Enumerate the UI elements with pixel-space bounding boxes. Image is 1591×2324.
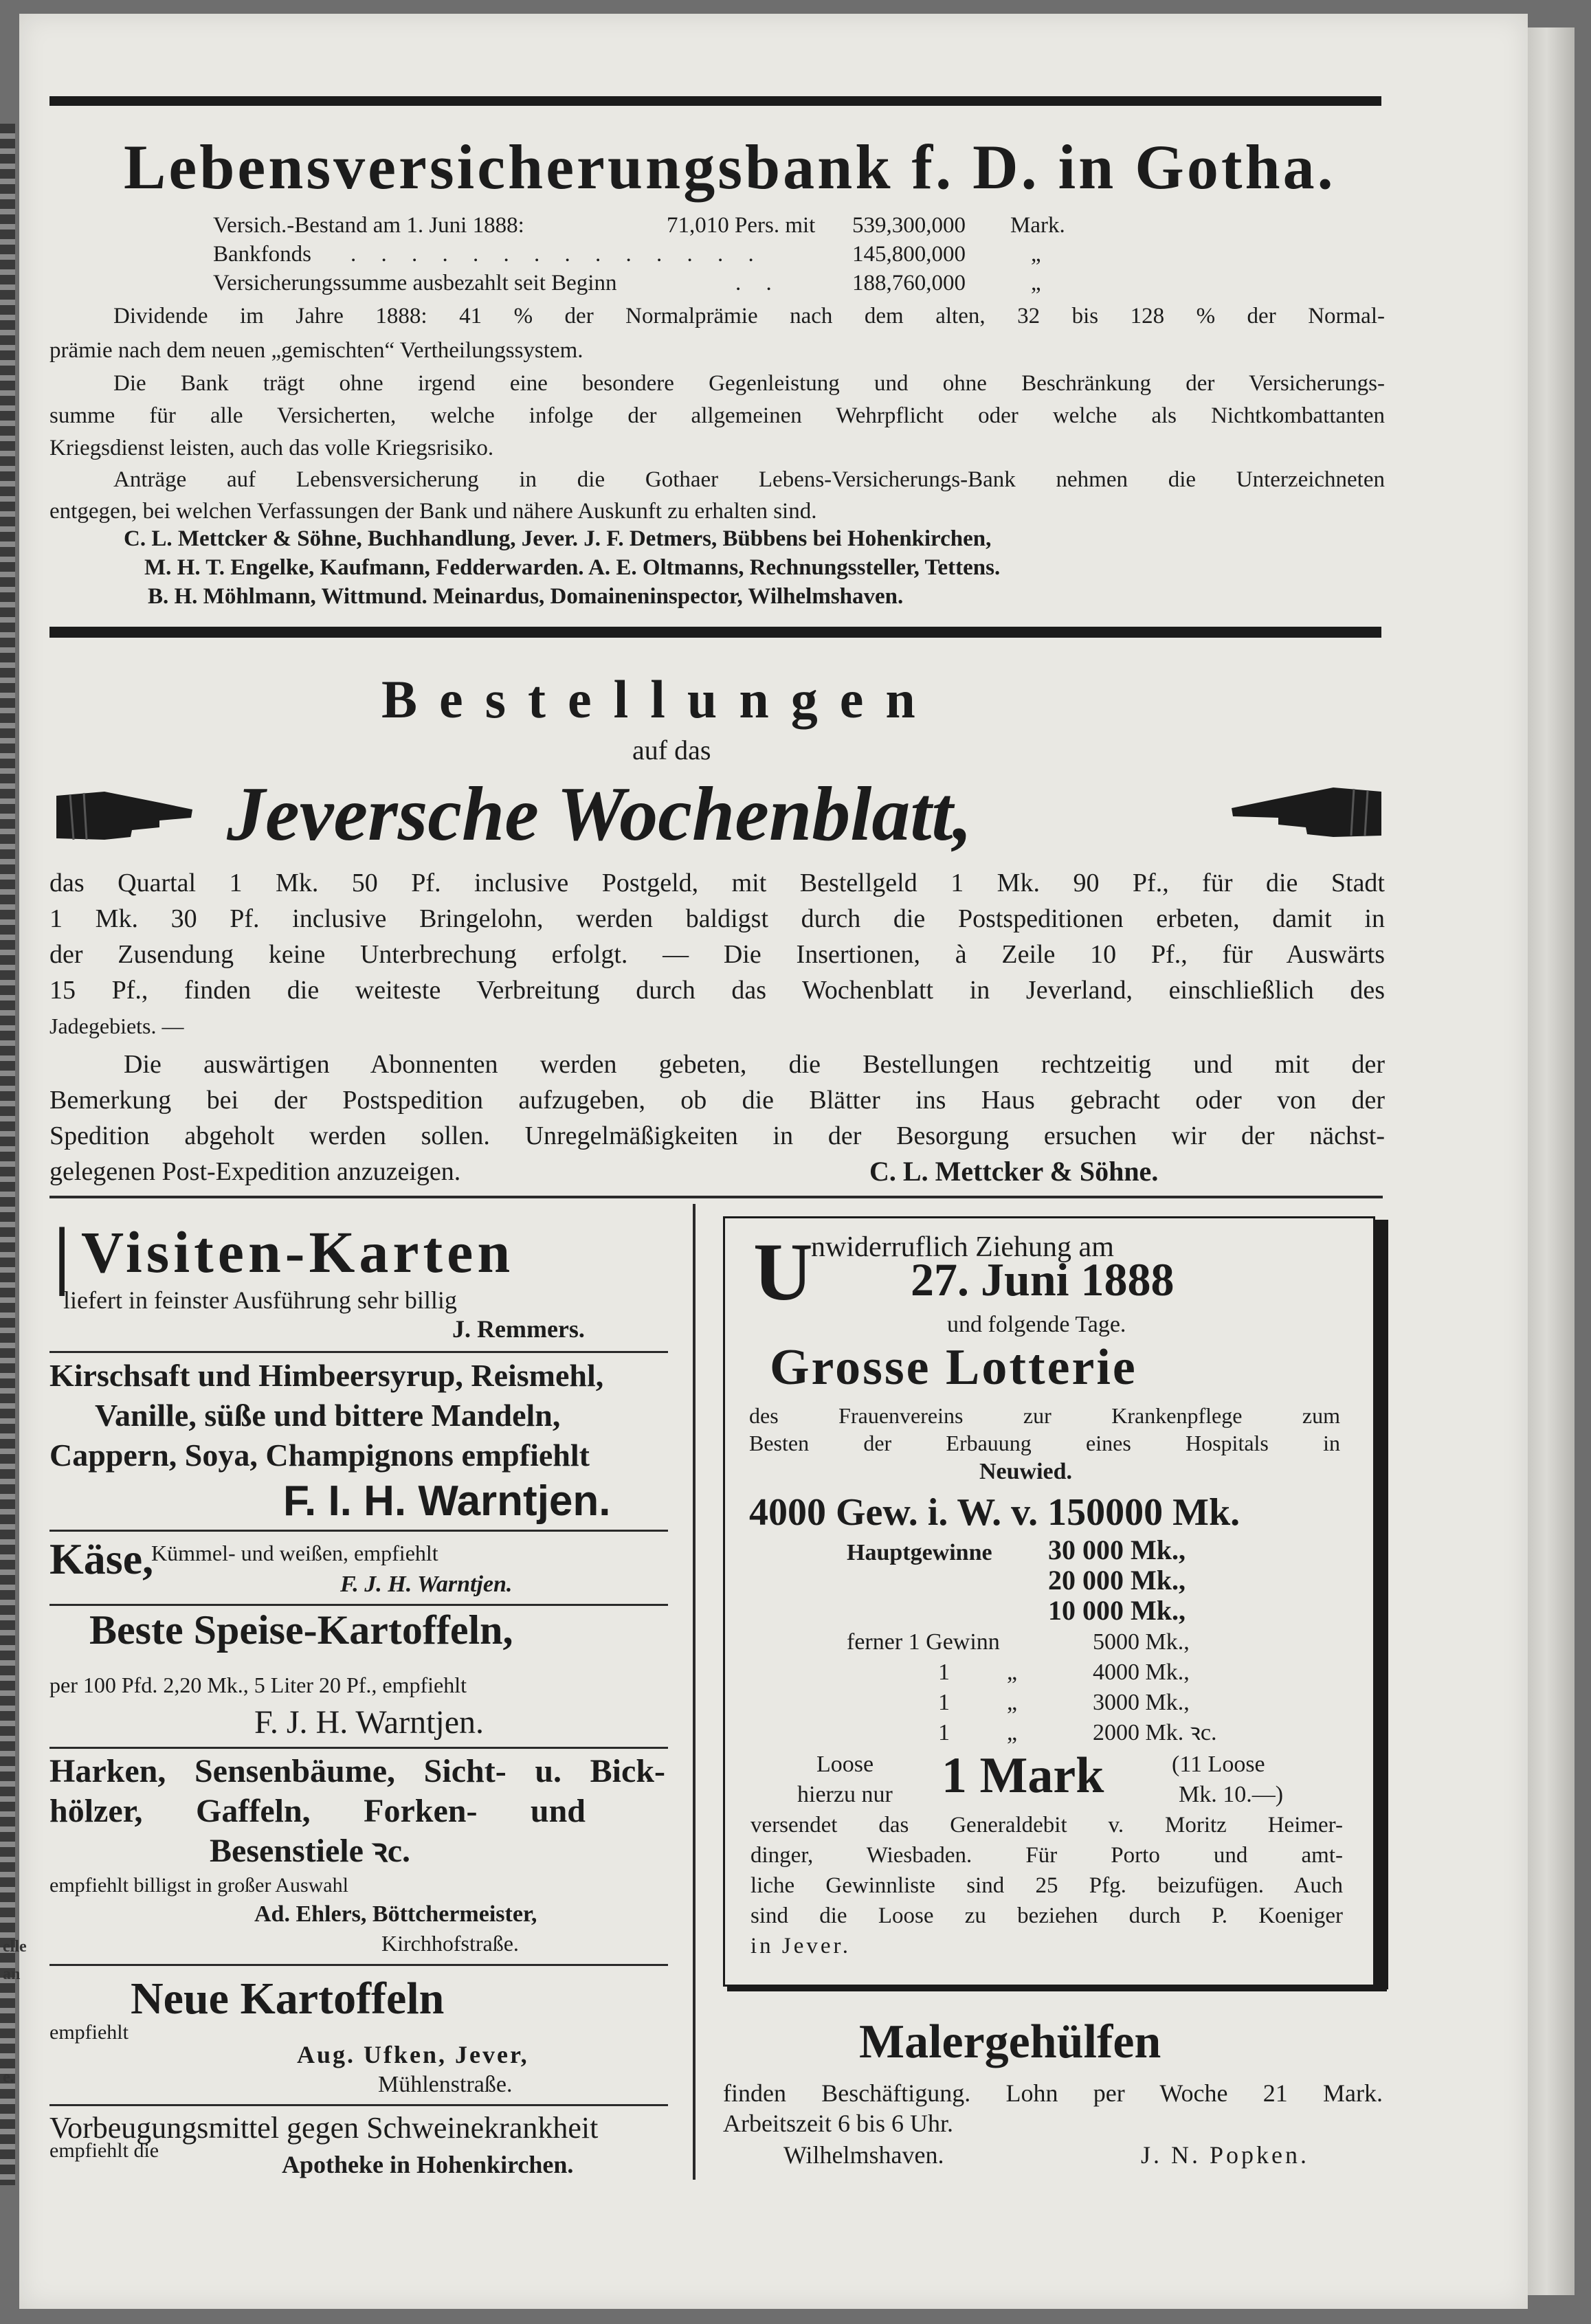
lotterie-sub: des Frauenvereins zur Krankenpflege zum [749, 1403, 1340, 1428]
lotterie-loose-price: 1 Mark [942, 1747, 1104, 1804]
lotterie-text: versendet das Generaldebit v. Moritz Heimer- [750, 1813, 1343, 1837]
kaese-line: Kümmel- und weißen, empfiehlt [151, 1541, 438, 1565]
lotterie-loose-right: (11 Loose [1172, 1752, 1265, 1777]
neue-kartoffeln-address: Mühlenstraße. [378, 2072, 513, 2097]
visiten-dropcap: | [54, 1212, 71, 1296]
kaese-heading: Käse, [49, 1534, 154, 1583]
wochenblatt-notice: Die auswärtigen Abonnenten werden gebeten, die Bestellungen rechtzeitig und mit der [124, 1050, 1385, 1079]
neue-kartoffeln-signature: Aug. Ufken, Jever, [297, 2041, 529, 2068]
kartoffeln-heading: Beste Speise-Kartoffeln, [89, 1607, 513, 1653]
lotterie-other-mark: „ [1007, 1720, 1018, 1745]
lotterie-main-prize: 30 000 Mk., [1048, 1534, 1186, 1565]
neue-kartoffeln-left: empfiehlt [49, 2021, 129, 2044]
kartoffeln-signature: F. J. H. Warntjen. [254, 1704, 485, 1741]
kirschsaft-line: Cappern, Soya, Champignons empfiehlt [49, 1438, 590, 1473]
kirschsaft-line: Kirschsaft und Himbeersyrup, Reismehl, [49, 1358, 604, 1393]
stat-dots: . . [735, 271, 781, 295]
harken-line: Harken, Sensenbäume, Sicht- u. Bick- [49, 1753, 665, 1789]
lotterie-text: liche Gewinnliste sind 25 Pfg. beizufügen. Auch [750, 1873, 1343, 1898]
section-rule [49, 627, 1381, 638]
stat-persons: 71,010 Pers. mit [667, 213, 816, 238]
page-edge [1528, 27, 1575, 2295]
lotterie-other-count: 1 [938, 1660, 950, 1685]
bestellungen-heading: Bestellungen [381, 669, 937, 729]
lotterie-text: sind die Loose zu beziehen durch P. Koeniger [750, 1903, 1343, 1928]
visiten-line: liefert in feinster Ausführung sehr billig [63, 1286, 457, 1314]
ad-rule [49, 1747, 668, 1749]
lotterie-other-amount: 5000 Mk., [1093, 1629, 1190, 1655]
lotterie-loose-left: Loose [816, 1752, 874, 1777]
gotha-dividend-cont: prämie nach dem neuen „gemischten“ Vertheilungssystem. [49, 338, 583, 363]
stat-amount: 145,800,000 [852, 242, 966, 267]
gotha-agent: C. L. Mettcker & Söhne, Buchhandlung, Jever. J. F. Detmers, Bübbens bei Hohenkirchen, [124, 526, 992, 551]
lotterie-other-mark: „ [1007, 1660, 1018, 1685]
maler-place: Wilhelmshaven. [783, 2141, 944, 2169]
gotha-applications: Anträge auf Lebensversicherung in die Gothaer Lebens-Versicherungs-Bank nehmen die Unterzeichneten [113, 467, 1385, 492]
wochenblatt-body: der Zusendung keine Unterbrechung erfolgt. — Die Insertionen, à Zeile 10 Pf., für Auswärts [49, 940, 1385, 969]
gutter-text: an [3, 1965, 21, 1983]
maler-signature: J. N. Popken. [1141, 2141, 1310, 2169]
lotterie-loose-left: hierzu nur [797, 1782, 893, 1807]
maler-line: Arbeitszeit 6 bis 6 Uhr. [723, 2110, 953, 2137]
lotterie-prize-line: 4000 Gew. i. W. v. 150000 Mk. [749, 1491, 1240, 1534]
kirschsaft-line: Vanille, süße und bittere Mandeln, [95, 1398, 561, 1433]
lotterie-line: und folgende Tage. [947, 1312, 1126, 1337]
gotha-war-risk-cont: summe für alle Versicherten, welche infolge der allgemeinen Wehrpflicht oder welche als Nichtkombattanten [49, 403, 1385, 428]
ad-rule [49, 1351, 668, 1353]
wochenblatt-body: Jadegebiets. — [49, 1014, 184, 1038]
lotterie-sub: Neuwied. [979, 1459, 1073, 1484]
lotterie-other-amount: 3000 Mk., [1093, 1690, 1190, 1715]
vorbeugung-left: empfiehlt die [49, 2139, 159, 2162]
harken-address: Kirchhofstraße. [381, 1931, 519, 1956]
gotha-dividend: Dividende im Jahre 1888: 41 % der Normalprämie nach dem alten, 32 bis 128 % der Normal- [113, 304, 1385, 328]
stat-label: Bankfonds [213, 242, 311, 267]
lotterie-sub: Besten der Erbauung eines Hospitals in [749, 1431, 1340, 1455]
lotterie-other-count: 1 [938, 1690, 950, 1715]
ad-rule [49, 1964, 668, 1966]
stat-amount: 539,300,000 [852, 213, 966, 238]
stat-unit: „ [1031, 271, 1041, 295]
vorbeugung-signature: Apotheke in Hohenkirchen. [282, 2151, 574, 2178]
lotterie-text: in Jever. [750, 1934, 851, 1958]
wochenblatt-notice: Spedition abgeholt werden sollen. Unregelmäßigkeiten in der Besorgung ersuchen wir der nächst- [49, 1121, 1385, 1150]
wochenblatt-signature: C. L. Mettcker & Söhne. [869, 1156, 1159, 1187]
lotterie-date: 27. Juni 1888 [911, 1253, 1175, 1306]
lotterie-box-shadow [727, 1985, 1387, 1991]
wochenblatt-body: 1 Mk. 30 Pf. inclusive Bringelohn, werden baldigst durch die Postspeditionen erbeten, damit in [49, 904, 1385, 933]
lotterie-main-prize: 20 000 Mk., [1048, 1565, 1186, 1596]
harken-signature: Ad. Ehlers, Böttchermeister, [254, 1901, 537, 1927]
wochenblatt-notice: Bemerkung bei der Postspedition aufzugeben, ob die Blätter ins Haus gebracht oder von der [49, 1086, 1385, 1115]
visiten-heading: Visiten-Karten [81, 1219, 515, 1285]
lotterie-text: dinger, Wiesbaden. Für Porto und amt- [750, 1843, 1343, 1868]
column-rule [693, 1204, 696, 2180]
stat-unit: „ [1031, 242, 1041, 267]
wochenblatt-body: 15 Pf., finden die weiteste Verbreitung durch das Wochenblatt in Jeverland, einschließlich des [49, 976, 1385, 1005]
ad-rule [49, 2104, 668, 2106]
top-rule [49, 96, 1381, 106]
pointing-hand-right-icon [56, 782, 194, 851]
lotterie-other-count: ferner 1 Gewinn [847, 1629, 1000, 1655]
wochenblatt-body: das Quartal 1 Mk. 50 Pf. inclusive Postgeld, mit Bestellgeld 1 Mk. 90 Pf., für die Stadt [49, 869, 1385, 897]
lotterie-loose-right: Mk. 10.—) [1179, 1782, 1284, 1807]
stat-dots: . . . . . . . . . . . . . . [351, 242, 764, 267]
lotterie-other-mark: „ [1007, 1690, 1018, 1715]
lotterie-box-shadow [1373, 1220, 1388, 1989]
gotha-war-risk-cont: Kriegsdienst leisten, auch das volle Kriegsrisiko. [49, 436, 494, 460]
gotha-headline: Lebensversicherungsbank f. D. in Gotha. [124, 132, 1336, 202]
binding-holes [0, 124, 15, 2185]
gutter-text: elle [3, 1938, 27, 1956]
kirschsaft-signature: F. I. H. Warntjen. [283, 1477, 611, 1525]
lotterie-main-prize: 10 000 Mk., [1048, 1595, 1186, 1626]
lotterie-other-amount: 2000 Mk. ꝛc. [1093, 1720, 1217, 1745]
lotterie-dropcap: U [753, 1226, 813, 1317]
visiten-signature: J. Remmers. [452, 1315, 585, 1343]
lotterie-other-amount: 4000 Mk., [1093, 1660, 1190, 1685]
stat-amount: 188,760,000 [852, 271, 966, 295]
gotha-agent: B. H. Möhlmann, Wittmund. Meinardus, Domaineninspector, Wilhelmshaven. [148, 584, 904, 609]
wochenblatt-title: Jeversche Wochenblatt, [227, 772, 972, 857]
stat-label: Versicherungssumme ausbezahlt seit Beginn [213, 271, 617, 295]
stat-label: Versich.-Bestand am 1. Juni 1888: [213, 213, 524, 238]
stat-unit: Mark. [1010, 213, 1065, 238]
lotterie-line: nwiderruflich Ziehung am [811, 1231, 1114, 1263]
wochenblatt-notice: gelegenen Post-Expedition anzuzeigen. [49, 1157, 461, 1186]
lotterie-main-label: Hauptgewinne [847, 1540, 992, 1565]
harken-line: Besenstiele ꝛc. [210, 1833, 411, 1869]
gotha-applications-cont: entgegen, bei welchen Verfassungen der Bank und nähere Auskunft zu erhalten sind. [49, 499, 817, 524]
kartoffeln-line: per 100 Pfd. 2,20 Mk., 5 Liter 20 Pf., empfiehlt [49, 1673, 467, 1697]
neue-kartoffeln-heading: Neue Kartoffeln [131, 1974, 445, 2024]
maler-heading: Malergehülfen [859, 2015, 1161, 2068]
lotterie-other-count: 1 [938, 1720, 950, 1745]
vorbeugung-line: Vorbeugungsmittel gegen Schweinekrankheit [49, 2111, 599, 2145]
gotha-agent: M. H. T. Engelke, Kaufmann, Fedderwarden. A. E. Oltmanns, Rechnungssteller, Tettens. [144, 555, 1001, 580]
harken-line: empfiehlt billigst in großer Auswahl [49, 1874, 348, 1897]
harken-line: hölzer, Gaffeln, Forken- und [49, 1793, 586, 1829]
gotha-war-risk: Die Bank trägt ohne irgend eine besondere Gegenleistung und ohne Beschränkung der Versicherungs- [113, 371, 1385, 396]
kaese-signature: F. J. H. Warntjen. [340, 1572, 513, 1597]
lotterie-heading: Grosse Lotterie [770, 1339, 1137, 1396]
gutter-text: e. [3, 2068, 14, 2086]
pointing-hand-left-icon [1230, 778, 1381, 847]
ad-rule [49, 1530, 668, 1532]
auf-das: auf das [632, 735, 711, 766]
maler-line: finden Beschäftigung. Lohn per Woche 21 Mark. [723, 2079, 1383, 2107]
section-rule [49, 1196, 1383, 1198]
